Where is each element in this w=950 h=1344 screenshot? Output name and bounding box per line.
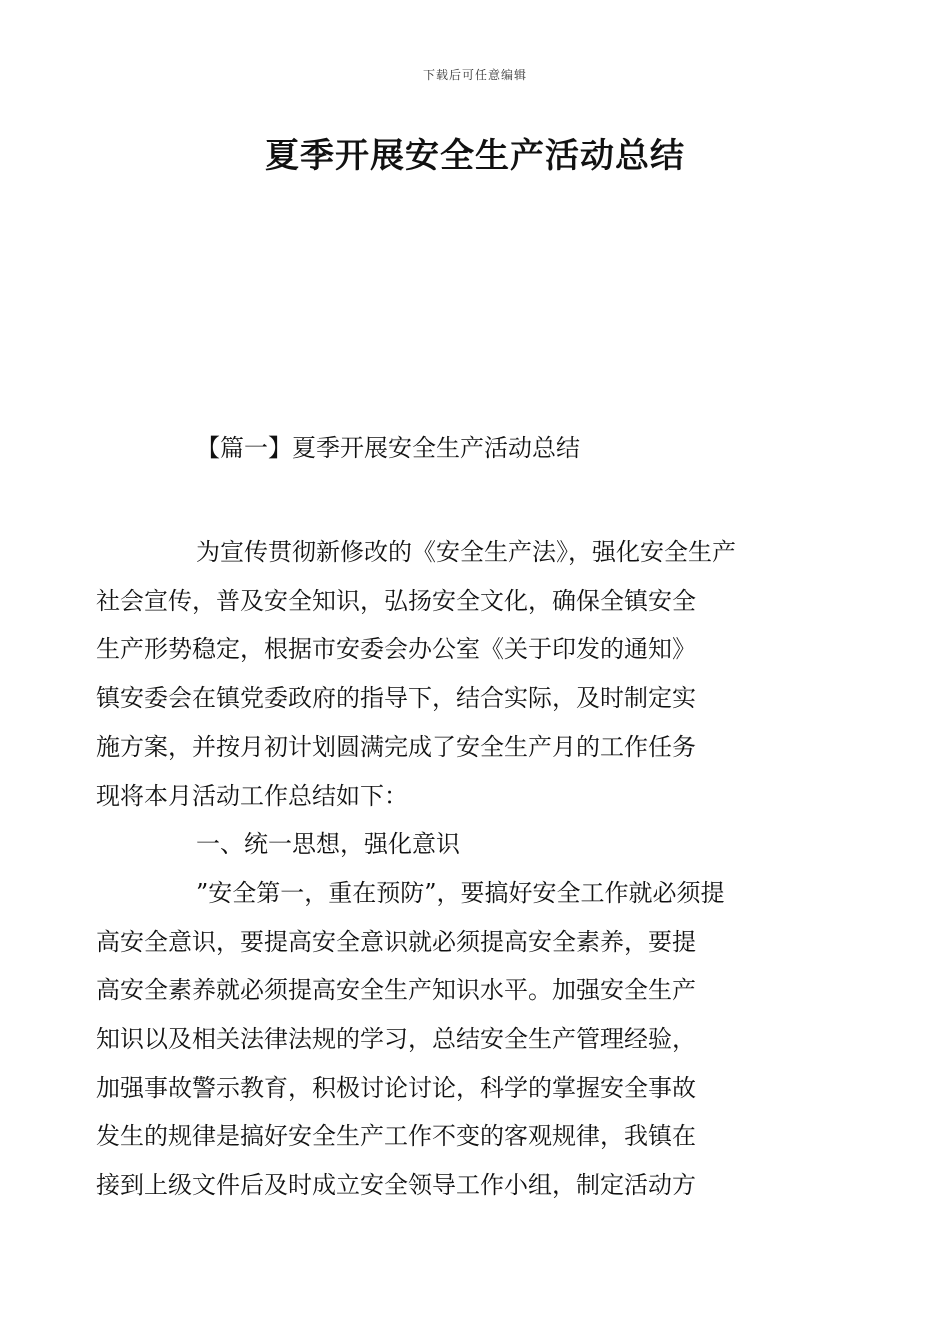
text-line: 高安全意识，要提高安全意识就必须提高安全素养，要提 bbox=[96, 927, 696, 956]
paragraph-intro bbox=[96, 528, 806, 820]
text-line: 知识以及相关法律法规的学习，总结安全生产管理经验， bbox=[96, 1025, 696, 1054]
document-body bbox=[96, 528, 806, 1210]
text-line: 发生的规律是搞好安全生产工作不变的客观规律，我镇在 bbox=[96, 1122, 696, 1151]
text-line: 社会宣传，普及安全知识，弘扬安全文化，确保全镇安全 bbox=[96, 586, 696, 615]
text-line: 接到上级文件后及时成立安全领导工作小组，制定活动方 bbox=[96, 1171, 696, 1200]
text-line: 高安全素养就必须提高安全生产知识水平。加强安全生产 bbox=[96, 976, 696, 1005]
text-line: 现将本月活动工作总结如下： bbox=[96, 781, 408, 810]
section-title: 【篇一】夏季开展安全生产活动总结 bbox=[196, 434, 580, 462]
text-line: 加强事故警示教育，积极讨论讨论，科学的掌握安全事故 bbox=[96, 1073, 696, 1102]
text-line: 为宣传贯彻新修改的《安全生产法》，强化安全生产 bbox=[196, 538, 736, 566]
text-line: ”安全第一，重在预防”，要搞好安全工作就必须提 bbox=[196, 878, 725, 907]
paragraph-heading-1 bbox=[146, 820, 806, 869]
text-line: 镇安委会在镇党委政府的指导下，结合实际，及时制定实 bbox=[96, 684, 696, 713]
text-line: 施方案，并按月初计划圆满完成了安全生产月的工作任务 bbox=[96, 732, 696, 761]
text-line: 生产形势稳定，根据市安委会办公室《关于印发的通知》 bbox=[96, 635, 696, 664]
subheading-line: 一、统一思想，强化意识 bbox=[196, 830, 460, 859]
paragraph-body-1 bbox=[96, 869, 806, 1210]
document-title: 夏季开展安全生产活动总结 bbox=[265, 136, 685, 176]
page-header-note: 下载后可任意编辑 bbox=[422, 68, 527, 82]
